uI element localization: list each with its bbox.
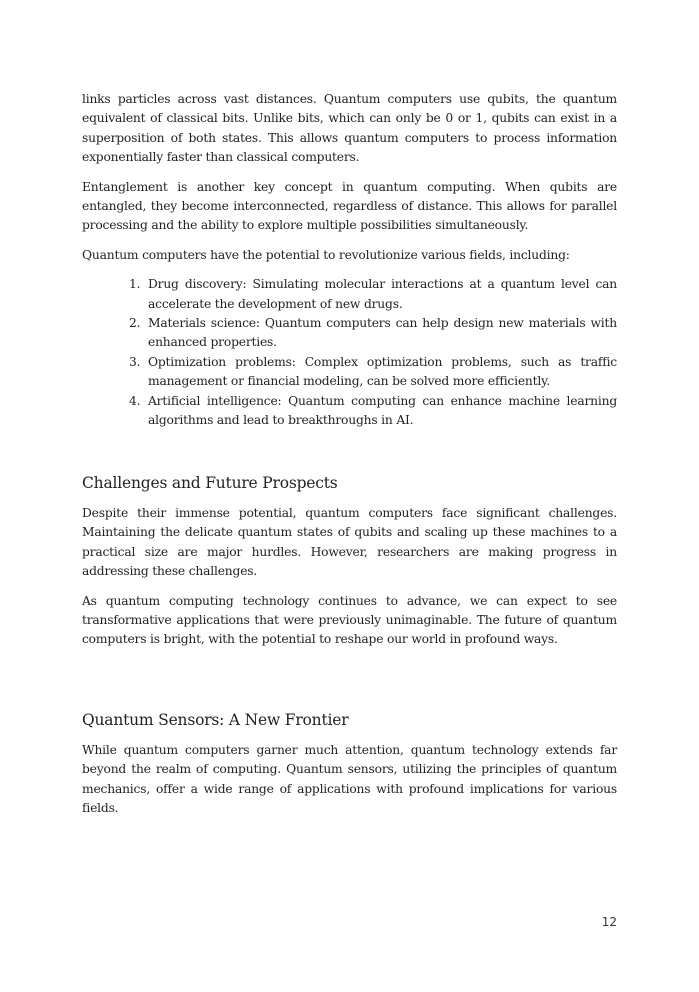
list-item: 3. Optimization problems: Complex optimization problems, such as traffic management or financial modeling, can be solved more efficiently. [144,353,617,392]
list-item: 1. Drug discovery: Simulating molecular interactions at a quantum level can accelerate the development of new drugs. [144,275,617,314]
intro-section [82,90,617,431]
applications-list [82,275,617,430]
paragraph: Quantum computers have the potential to revolutionize various fields, including: [82,247,570,262]
page-number: 12 [601,915,617,929]
list-item: 4. Artificial intelligence: Quantum computing can enhance machine learning algorithms and lead to breakthroughs in AI. [144,392,617,431]
paragraph: Despite their immense potential, quantum computers face significant challenges. Maintaining the delicate quantum states of qubits and scaling up these machines to a practical size are major hurdles. However, researchers are making progress in addressing these challenges. [82,506,617,579]
challenges-section [82,474,617,660]
paragraph: links particles across vast distances. Quantum computers use qubits, the quantum equivalent of classical bits. Unlike bits, which can only be 0 or 1, qubits can exist in a superposition of both states. This allows quantum computers to process information exponentially faster than classical computers. [82,92,617,165]
list-item: 2. Materials science: Quantum computers can help design new materials with enhanced properties. [144,314,617,353]
section-heading: Challenges and Future Prospects [82,474,338,492]
paragraph: As quantum computing technology continues to advance, we can expect to see transformative applications that were previously unimaginable. The future of quantum computers is bright, with the potential to reshape our world in profound ways. [82,593,617,647]
paragraph: While quantum computers garner much attention, quantum technology extends far beyond the realm of computing. Quantum sensors, utilizing the principles of quantum mechanics, offer a wide range of applications with profound implications for various fields. [82,743,617,816]
paragraph: Entanglement is another key concept in quantum computing. When qubits are entangled, they become interconnected, regardless of distance. This allows for parallel processing and the ability to explore multiple possibilities simultaneously. [82,179,617,233]
sensors-section [82,711,617,829]
section-heading: Quantum Sensors: A New Frontier [82,711,349,729]
